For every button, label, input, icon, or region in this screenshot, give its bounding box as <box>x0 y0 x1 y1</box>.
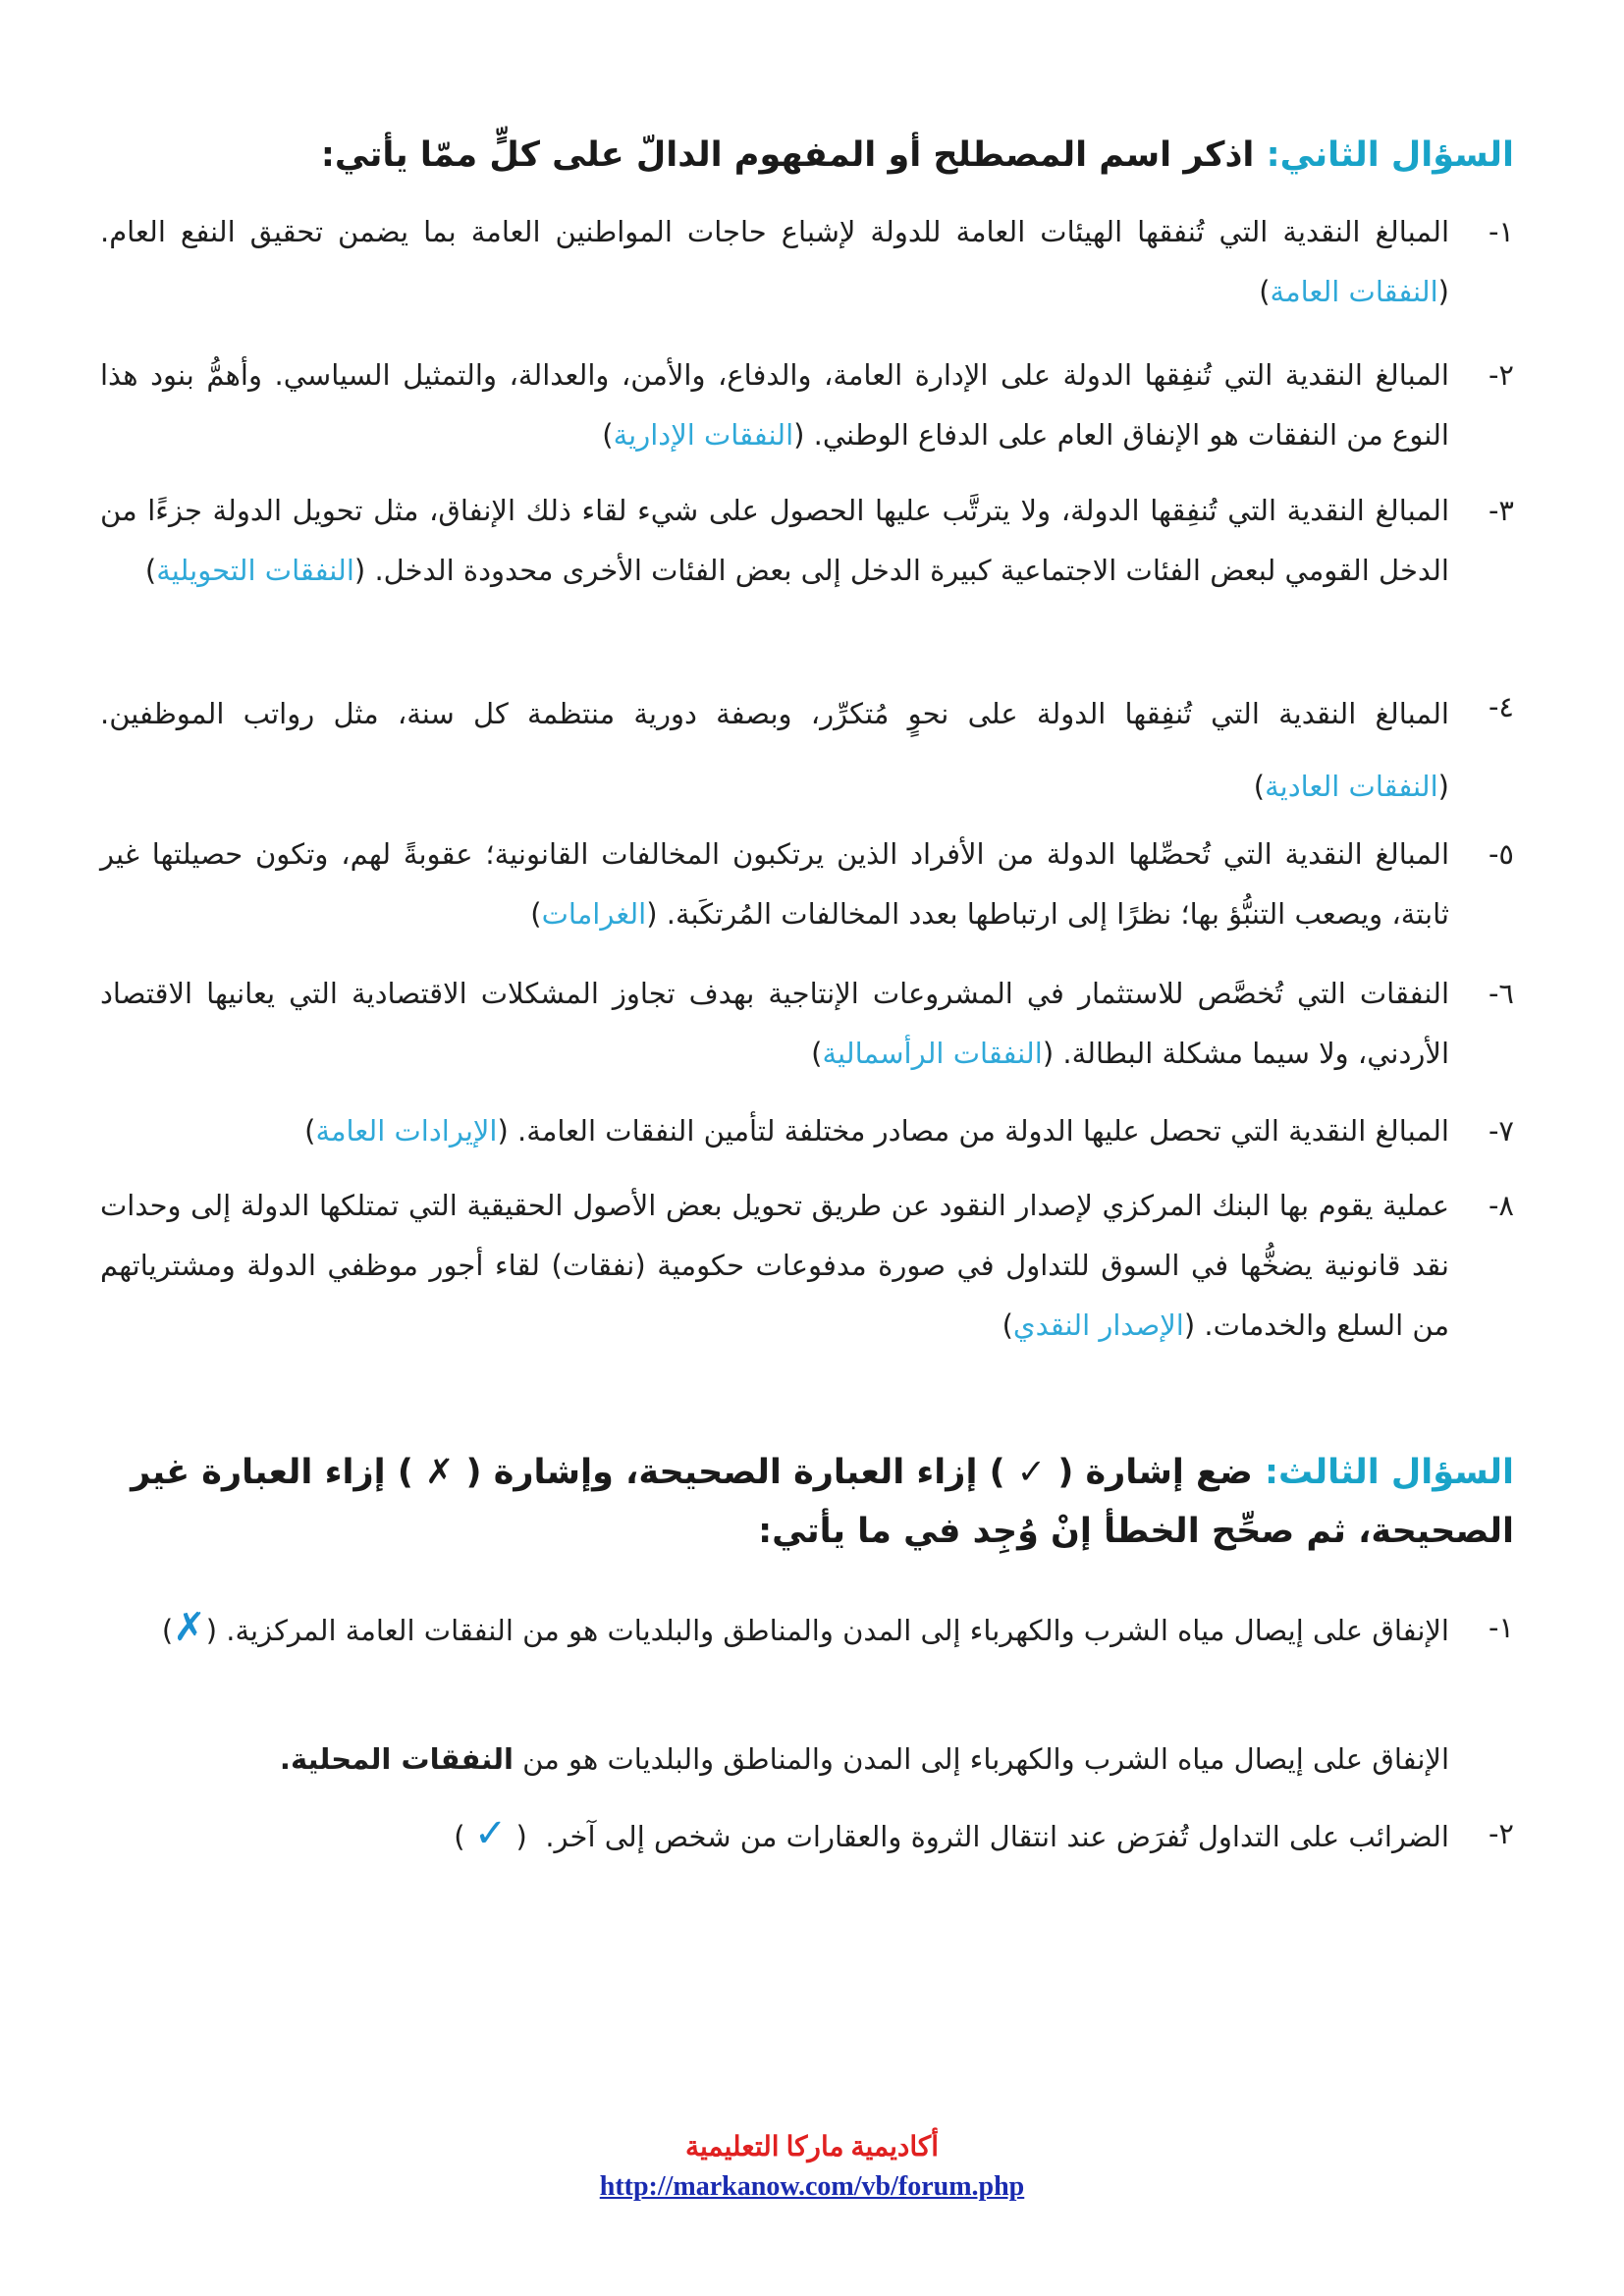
question-3-label: السؤال الثالث: <box>1264 1453 1514 1492</box>
footer-academy-name: أكاديمية ماركا التعليمية <box>684 2132 940 2163</box>
item-answer: الإصدار النقدي <box>1012 1308 1184 1342</box>
item-number: ٤- <box>1488 690 1514 723</box>
item-text: المبالغ النقدية التي تحصل عليها الدولة من مصادر مختلفة لتأمين النفقات العامة. <box>517 1114 1449 1148</box>
item-text: المبالغ النقدية التي تُنفقها الهيئات العامة للدولة لإشباع حاجات المواطنين العامة بما يضمن تحقيق النفع العام. <box>100 215 1449 248</box>
item-number: ١- <box>1488 215 1514 248</box>
item-text: الضرائب على التداول تُفرَض عند انتقال الثروة والعقارات من شخص إلى آخر. <box>545 1820 1449 1853</box>
check-mark-icon: ✓ <box>473 1811 508 1856</box>
item-text: المبالغ النقدية التي تُحصِّلها الدولة من الأفراد الذين يرتكبون المخالفات القانونية؛ عقوبةً لهم، وتكون حصيلتها غير ثابتة، ويصعب التنبُّؤ بها؛ نظرًا إلى ارتباطها بعدد المخالفات المُرتكَبة. <box>100 837 1449 931</box>
q2-item-4: ٤- المبالغ النقدية التي تُنفِقها الدولة على نحوٍ مُتكرِّر، وبصفة دورية منتظمة كل سنة، مثل رواتب الموظفين. (النفقات العادية) <box>100 677 1514 823</box>
item-answer: النفقات العامة <box>1270 275 1438 308</box>
q2-item-8: ٨- عملية يقوم بها البنك المركزي لإصدار النقود عن طريق تحويل بعض الأصول الحقيقية التي تمتلكها الدولة إلى وحدات نقد قانونية يضخُّها في السوق للتداول في صورة مدفوعات حكومية (نفقات) لقاء أجور موظفي الدولة ومشترياتهم من السلع والخدمات. (الإصدار النقدي) <box>100 1176 1514 1356</box>
q2-item-7: ٧- المبالغ النقدية التي تحصل عليها الدولة من مصادر مختلفة لتأمين النفقات العامة. (الإيرادات العامة) <box>100 1101 1514 1161</box>
q2-item-5: ٥- المبالغ النقدية التي تُحصِّلها الدولة من الأفراد الذين يرتكبون المخالفات القانونية؛ عقوبةً لهم، وتكون حصيلتها غير ثابتة، ويصعب التنبُّؤ بها؛ نظرًا إلى ارتباطها بعدد المخالفات المُرتكَبة. (الغرامات) <box>100 825 1514 944</box>
item-text: النفقات التي تُخصَّص للاستثمار في المشروعات الإنتاجية بهدف تجاوز المشكلات الاقتصادية التي يعانيها الاقتصاد الأردني، ولا سيما مشكلة البطالة. <box>100 977 1449 1070</box>
correction-text: الإنفاق على إيصال مياه الشرب والكهرباء إلى المدن والمناطق والبلديات هو من <box>522 1742 1449 1776</box>
item-answer: النفقات الإدارية <box>613 418 794 452</box>
item-number: ٣- <box>1488 494 1514 527</box>
item-text: المبالغ النقدية التي تُنفِقها الدولة على نحوٍ مُتكرِّر، وبصفة دورية منتظمة كل سنة، مثل رواتب الموظفين. <box>100 697 1449 730</box>
q2-item-3: ٣- المبالغ النقدية التي تُنفِقها الدولة، ولا يترتَّب عليها الحصول على شيء لقاء ذلك الإنفاق، مثل تحويل الدولة جزءًا من الدخل القومي لبعض الفئات الاجتماعية كبيرة الدخل إلى بعض الفئات الأخرى محدودة الدخل. (النفقات التحويلية) <box>100 481 1514 601</box>
item-text: المبالغ النقدية التي تُنفِقها الدولة على الإدارة العامة، والدفاع، والأمن، والعدالة، والتمثيل السياسي. وأهمُّ بنود هذا النوع من النفقات هو الإنفاق العام على الدفاع الوطني. <box>100 358 1449 452</box>
item-text: عملية يقوم بها البنك المركزي لإصدار النقود عن طريق تحويل بعض الأصول الحقيقية التي تمتلكها الدولة إلى وحدات نقد قانونية يضخُّها في السوق للتداول في صورة مدفوعات حكومية (نفقات) لقاء أجور موظفي الدولة ومشترياتهم من السلع والخدمات. <box>100 1189 1449 1342</box>
item-number: ٨- <box>1488 1189 1514 1222</box>
item-answer: النفقات الرأسمالية <box>822 1037 1043 1070</box>
item-answer: الغرامات <box>541 897 647 931</box>
item-answer: النفقات العادية <box>1265 770 1438 803</box>
item-number: ٧- <box>1488 1114 1514 1148</box>
correction-bold: النفقات المحلية. <box>279 1742 514 1776</box>
question-2-text: اذكر اسم المصطلح أو المفهوم الدالّ على كلٍّ ممّا يأتي: <box>320 135 1255 175</box>
cross-mark-icon: ✗ <box>173 1605 206 1650</box>
question-2-label: السؤال الثاني: <box>1266 135 1514 175</box>
question-3-heading <box>100 1443 1514 1561</box>
item-answer: النفقات التحويلية <box>156 554 354 587</box>
item-number: ٥- <box>1488 837 1514 871</box>
item-number: ٢- <box>1488 1817 1514 1850</box>
q3-item-1: ١- الإنفاق على إيصال مياه الشرب والكهرباء إلى المدن والمناطق والبلديات هو من النفقات العامة المركزية. (✗) <box>100 1598 1514 1661</box>
q3-item-2: ٢- الضرائب على التداول تُفرَض عند انتقال الثروة والعقارات من شخص إلى آخر. ( ✓ ) <box>100 1804 1514 1867</box>
q3-correction <box>98 1730 1449 1789</box>
item-text: الإنفاق على إيصال مياه الشرب والكهرباء إلى المدن والمناطق والبلديات هو من النفقات العامة المركزية. <box>226 1614 1449 1647</box>
question-3-text: ضع إشارة ( ✓ ) إزاء العبارة الصحيحة، وإشارة ( ✗ ) إزاء العبارة غير الصحيحة، ثم صحِّح الخطأ إنْ وُجِد في ما يأتي: <box>131 1453 1514 1551</box>
item-number: ٢- <box>1488 358 1514 392</box>
q2-item-1: ١- المبالغ النقدية التي تُنفقها الهيئات العامة للدولة لإشباع حاجات المواطنين العامة بما يضمن تحقيق النفع العام. (النفقات العامة) <box>100 202 1514 322</box>
item-number: ٦- <box>1488 977 1514 1010</box>
item-text: المبالغ النقدية التي تُنفِقها الدولة، ولا يترتَّب عليها الحصول على شيء لقاء ذلك الإنفاق، مثل تحويل الدولة جزءًا من الدخل القومي لبعض الفئات الاجتماعية كبيرة الدخل إلى بعض الفئات الأخرى محدودة الدخل. <box>100 494 1449 587</box>
footer-link[interactable]: http://markanow.com/vb/forum.php <box>599 2171 1025 2202</box>
q2-item-6: ٦- النفقات التي تُخصَّص للاستثمار في المشروعات الإنتاجية بهدف تجاوز المشكلات الاقتصادية التي يعانيها الاقتصاد الأردني، ولا سيما مشكلة البطالة. (النفقات الرأسمالية) <box>100 964 1514 1084</box>
item-number: ١- <box>1488 1611 1514 1644</box>
q2-item-2: ٢- المبالغ النقدية التي تُنفِقها الدولة على الإدارة العامة، والدفاع، والأمن، والعدالة، والتمثيل السياسي. وأهمُّ بنود هذا النوع من النفقات هو الإنفاق العام على الدفاع الوطني. (النفقات الإدارية) <box>100 346 1514 465</box>
item-answer: الإيرادات العامة <box>315 1114 498 1148</box>
question-2-heading <box>120 126 1514 185</box>
